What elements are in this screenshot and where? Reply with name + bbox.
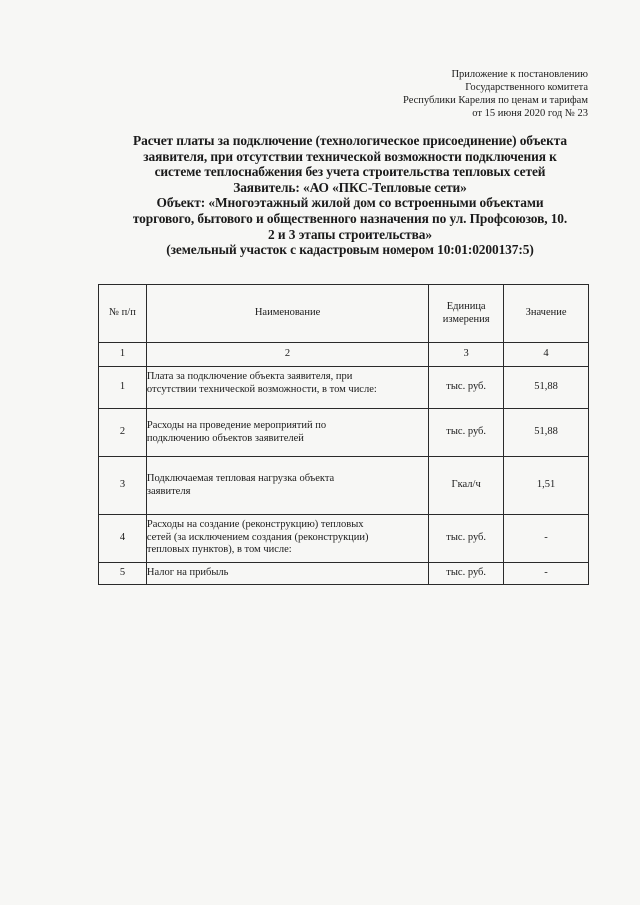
row-num: 4: [99, 515, 147, 563]
row-num: 2: [99, 409, 147, 457]
title-line: заявителя, при отсутствии технической возможности подключения к: [143, 148, 557, 164]
row-name: [146, 515, 428, 563]
row-value: -: [504, 563, 589, 585]
row-unit: тыс. руб.: [429, 409, 504, 457]
appendix-line: Республики Карелия по ценам и тарифам: [403, 95, 588, 106]
column-number-row: [99, 343, 589, 367]
appendix-line: Государственного комитета: [465, 82, 588, 93]
column-number: 3: [429, 343, 504, 367]
row-value: 51,88: [504, 367, 589, 409]
appendix-line: от 15 июня 2020 год № 23: [472, 108, 588, 119]
header-row: [99, 285, 589, 343]
row-num: 1: [99, 367, 147, 409]
row-name-line: Расходы на проведение мероприятий по: [146, 420, 327, 431]
row-name: [146, 409, 428, 457]
applicant-line: Заявитель: «АО «ПКС-Тепловые сети»: [233, 179, 467, 195]
row-name: [146, 367, 428, 409]
row-name-line: сетей (за исключением создания (реконструкции): [146, 531, 369, 543]
row-name: [146, 457, 428, 515]
object-line: 2 и 3 этапы строительства»: [268, 226, 432, 242]
object-line: торгового, бытового и общественного назначения по ул. Профсоюзов, 10.: [132, 210, 568, 226]
document-title: [100, 133, 600, 258]
title-line: Расчет платы за подключение (технологическое присоединение) объекта: [133, 133, 567, 148]
table-row: [99, 457, 589, 515]
row-num: 5: [99, 563, 147, 585]
row-name-line: Плата за подключение объекта заявителя, при: [146, 371, 353, 382]
row-name-line: отсутствии технической возможности, в том числе:: [146, 383, 377, 395]
calculation-table: [98, 284, 589, 585]
row-unit: тыс. руб.: [429, 515, 504, 563]
column-number: 2: [146, 343, 428, 367]
row-name-line: тепловых пунктов), в том числе:: [146, 544, 292, 555]
column-number: 4: [504, 343, 589, 367]
table-row: [99, 409, 589, 457]
cadastral-line: (земельный участок с кадастровым номером 10:01:0200137:5): [166, 242, 534, 258]
header-num: № п/п: [99, 285, 147, 343]
row-value: -: [504, 515, 589, 563]
column-number: 1: [99, 343, 147, 367]
object-line: Объект: «Многоэтажный жилой дом со встроенными объектами: [156, 195, 544, 211]
row-value: 51,88: [504, 409, 589, 457]
header-unit: [429, 285, 504, 343]
table-row: [99, 367, 589, 409]
row-name: Налог на прибыль: [146, 563, 428, 585]
header-unit-line: Единица: [446, 301, 486, 312]
row-unit: тыс. руб.: [429, 563, 504, 585]
row-name-line: подключению объектов заявителей: [146, 432, 304, 444]
table-row: [99, 563, 589, 585]
row-unit: тыс. руб.: [429, 367, 504, 409]
row-name-line: Подключаемая тепловая нагрузка объекта: [146, 473, 335, 484]
row-name-line: Расходы на создание (реконструкцию) тепловых: [146, 519, 364, 530]
header-name: Наименование: [146, 285, 428, 343]
appendix-block: [403, 68, 588, 120]
row-name-line: заявителя: [146, 485, 191, 497]
header-unit-line: измерения: [442, 313, 490, 325]
table-row: [99, 515, 589, 563]
row-unit: Гкал/ч: [429, 457, 504, 515]
row-num: 3: [99, 457, 147, 515]
title-line: системе теплоснабжения без учета строительства тепловых сетей: [154, 164, 546, 180]
appendix-line: Приложение к постановлению: [451, 69, 588, 80]
header-value: Значение: [504, 285, 589, 343]
row-value: 1,51: [504, 457, 589, 515]
